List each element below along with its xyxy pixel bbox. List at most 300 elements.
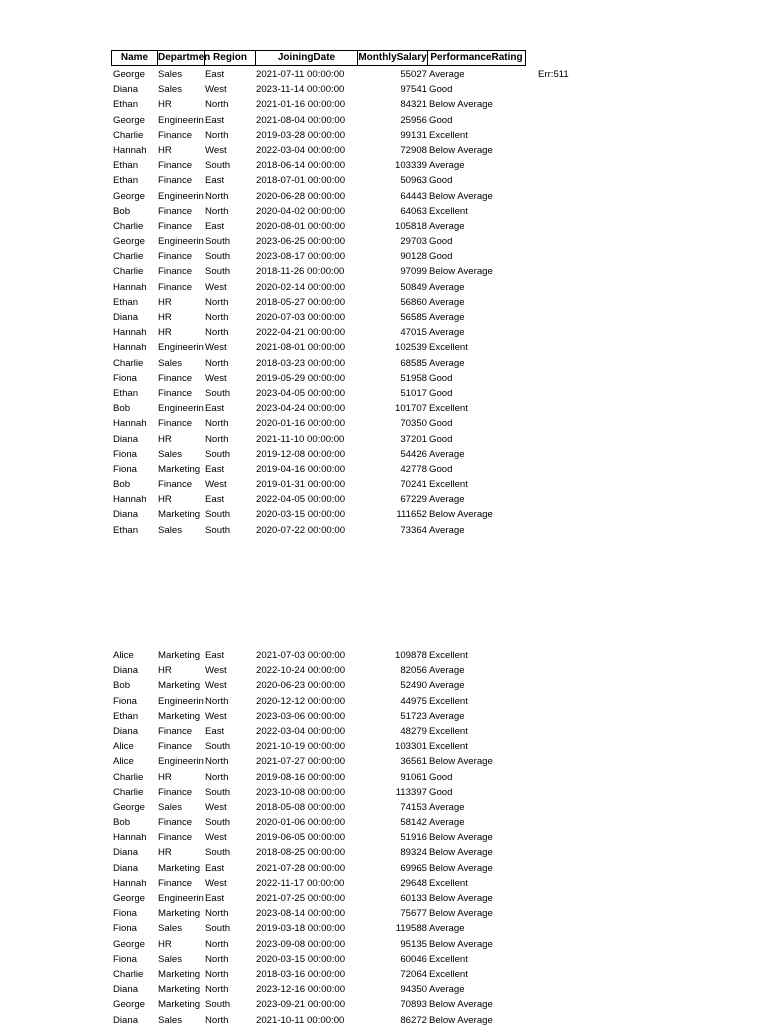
salary-cell[interactable]: 82056 — [400, 665, 427, 677]
department-cell[interactable]: Sales — [158, 84, 182, 96]
salary-cell[interactable]: 119588 — [395, 923, 427, 935]
rating-cell[interactable]: Good — [429, 372, 453, 384]
joining-date-cell[interactable]: 2020-06-28 00:00:00 — [256, 190, 346, 202]
region-cell[interactable]: East — [205, 69, 225, 80]
joining-date-cell[interactable]: 2023-11-14 00:00:00 — [256, 84, 345, 96]
name-cell[interactable]: Alice — [113, 741, 134, 753]
rating-cell[interactable]: Below Average — [429, 144, 493, 156]
region-cell[interactable]: West — [205, 801, 227, 813]
region-cell[interactable]: East — [205, 893, 225, 904]
region-cell[interactable]: North — [205, 771, 229, 783]
rating-cell[interactable]: Average — [429, 680, 465, 692]
name-cell[interactable]: Charlie — [113, 266, 144, 278]
region-cell[interactable]: West — [205, 877, 227, 889]
salary-cell[interactable]: 51916 — [400, 832, 427, 844]
name-cell[interactable]: Fiona — [113, 695, 137, 707]
rating-cell[interactable]: Good — [429, 463, 453, 475]
region-cell[interactable]: South — [205, 387, 231, 399]
joining-date-cell[interactable]: 2022-03-04 00:00:00 — [256, 144, 346, 156]
header-monthly-salary[interactable]: MonthlySalary — [358, 50, 428, 66]
salary-cell[interactable]: 101707 — [394, 403, 427, 415]
joining-date-cell[interactable]: 2020-03-15 00:00:00 — [256, 509, 346, 521]
region-cell[interactable]: North — [205, 756, 229, 768]
region-cell[interactable]: South — [205, 236, 231, 248]
header-department[interactable]: Departmen — [158, 50, 205, 66]
region-cell[interactable]: South — [205, 509, 231, 521]
salary-cell[interactable]: 97541 — [400, 84, 427, 96]
region-cell[interactable]: South — [205, 741, 231, 753]
name-cell[interactable]: Ethan — [113, 160, 139, 172]
joining-date-cell[interactable]: 2020-06-23 00:00:00 — [256, 680, 346, 692]
name-cell[interactable]: George — [113, 190, 145, 202]
salary-cell[interactable]: 50849 — [400, 281, 427, 293]
name-cell[interactable]: Bob — [113, 205, 131, 217]
department-cell[interactable]: Finance — [158, 220, 193, 232]
region-cell[interactable]: East — [205, 220, 225, 232]
joining-date-cell[interactable]: 2021-11-10 00:00:00 — [256, 433, 345, 445]
name-cell[interactable]: Diana — [113, 665, 139, 677]
rating-cell[interactable]: Below Average — [429, 999, 493, 1011]
salary-cell[interactable]: 69965 — [400, 862, 427, 874]
region-cell[interactable]: North — [205, 357, 229, 369]
region-cell[interactable]: North — [205, 99, 229, 111]
salary-cell[interactable]: 51017 — [400, 387, 427, 399]
name-cell[interactable]: George — [113, 999, 145, 1011]
region-cell[interactable]: North — [205, 312, 229, 323]
rating-cell[interactable]: Average — [429, 801, 465, 813]
name-cell[interactable]: Diana — [113, 984, 139, 996]
name-cell[interactable]: Fiona — [113, 463, 137, 475]
department-cell[interactable]: Engineerin — [158, 756, 204, 768]
joining-date-cell[interactable]: 2021-08-04 00:00:00 — [256, 114, 346, 126]
joining-date-cell[interactable]: 2021-10-19 00:00:00 — [256, 741, 346, 753]
name-cell[interactable]: Alice — [113, 756, 134, 768]
salary-cell[interactable]: 103339 — [394, 160, 427, 172]
region-cell[interactable]: East — [205, 862, 225, 874]
joining-date-cell[interactable]: 2022-03-04 00:00:00 — [256, 725, 346, 737]
joining-date-cell[interactable]: 2021-07-11 00:00:00 — [256, 69, 345, 80]
department-cell[interactable]: Marketing — [158, 984, 201, 996]
joining-date-cell[interactable]: 2021-07-03 00:00:00 — [256, 650, 346, 661]
region-cell[interactable]: North — [205, 1014, 229, 1026]
name-cell[interactable]: Hannah — [113, 327, 147, 339]
region-cell[interactable]: West — [205, 479, 227, 491]
department-cell[interactable]: Finance — [158, 418, 193, 430]
rating-cell[interactable]: Below Average — [429, 938, 493, 950]
rating-cell[interactable]: Below Average — [429, 862, 493, 874]
region-cell[interactable]: East — [205, 494, 225, 506]
department-cell[interactable]: Marketing — [158, 650, 201, 661]
rating-cell[interactable]: Average — [429, 448, 465, 460]
salary-cell[interactable]: 74153 — [400, 801, 427, 813]
salary-cell[interactable]: 37201 — [400, 433, 427, 445]
salary-cell[interactable]: 72064 — [400, 968, 427, 980]
joining-date-cell[interactable]: 2018-08-25 00:00:00 — [256, 847, 346, 859]
name-cell[interactable]: Bob — [113, 680, 131, 692]
salary-cell[interactable]: 94350 — [400, 984, 427, 996]
salary-cell[interactable]: 70350 — [400, 418, 427, 430]
region-cell[interactable]: East — [205, 725, 225, 737]
name-cell[interactable]: Diana — [113, 1014, 139, 1026]
salary-cell[interactable]: 72908 — [400, 144, 427, 156]
salary-cell[interactable]: 105818 — [394, 220, 427, 232]
name-cell[interactable]: Diana — [113, 509, 139, 521]
rating-cell[interactable]: Average — [429, 710, 465, 722]
header-joining-date[interactable]: JoiningDate — [256, 50, 358, 66]
name-cell[interactable]: George — [113, 69, 145, 80]
joining-date-cell[interactable]: 2021-01-16 00:00:00 — [256, 99, 346, 111]
joining-date-cell[interactable]: 2023-04-05 00:00:00 — [256, 387, 346, 399]
joining-date-cell[interactable]: 2019-06-05 00:00:00 — [256, 832, 346, 844]
joining-date-cell[interactable]: 2020-07-22 00:00:00 — [256, 524, 346, 536]
region-cell[interactable]: North — [205, 190, 229, 202]
region-cell[interactable]: East — [205, 403, 225, 415]
rating-cell[interactable]: Average — [429, 494, 465, 506]
department-cell[interactable]: Finance — [158, 266, 193, 278]
region-cell[interactable]: East — [205, 650, 225, 661]
salary-cell[interactable]: 52490 — [400, 680, 427, 692]
name-cell[interactable]: Charlie — [113, 357, 144, 369]
name-cell[interactable]: George — [113, 801, 145, 813]
department-cell[interactable]: Finance — [158, 741, 193, 753]
name-cell[interactable]: Ethan — [113, 524, 139, 536]
joining-date-cell[interactable]: 2022-04-21 00:00:00 — [256, 327, 346, 339]
salary-cell[interactable]: 109878 — [394, 650, 427, 661]
salary-cell[interactable]: 91061 — [400, 771, 427, 783]
joining-date-cell[interactable]: 2018-05-27 00:00:00 — [256, 296, 346, 308]
rating-cell[interactable]: Average — [429, 357, 465, 369]
rating-cell[interactable]: Average — [429, 665, 465, 677]
name-cell[interactable]: Diana — [113, 433, 139, 445]
salary-cell[interactable]: 60046 — [400, 953, 427, 965]
joining-date-cell[interactable]: 2020-07-03 00:00:00 — [256, 312, 346, 323]
joining-date-cell[interactable]: 2022-11-17 00:00:00 — [256, 877, 345, 889]
salary-cell[interactable]: 68585 — [400, 357, 427, 369]
department-cell[interactable]: Sales — [158, 524, 182, 536]
department-cell[interactable]: Engineerin — [158, 114, 204, 126]
rating-cell[interactable]: Average — [429, 312, 465, 323]
department-cell[interactable]: Sales — [158, 69, 182, 80]
department-cell[interactable]: Finance — [158, 832, 193, 844]
department-cell[interactable]: Engineerin — [158, 695, 204, 707]
department-cell[interactable]: Sales — [158, 357, 182, 369]
region-cell[interactable]: South — [205, 160, 231, 172]
rating-cell[interactable]: Excellent — [429, 953, 468, 965]
joining-date-cell[interactable]: 2018-05-08 00:00:00 — [256, 801, 346, 813]
region-cell[interactable]: East — [205, 114, 225, 126]
name-cell[interactable]: Charlie — [113, 251, 144, 263]
rating-cell[interactable]: Average — [429, 524, 465, 536]
name-cell[interactable]: George — [113, 893, 145, 904]
rating-cell[interactable]: Good — [429, 84, 453, 96]
rating-cell[interactable]: Excellent — [429, 403, 468, 415]
rating-cell[interactable]: Below Average — [429, 847, 493, 859]
rating-cell[interactable]: Below Average — [429, 908, 493, 920]
salary-cell[interactable]: 48279 — [400, 725, 427, 737]
department-cell[interactable]: Engineerin — [158, 893, 204, 904]
rating-cell[interactable]: Below Average — [429, 893, 493, 904]
header-region[interactable]: Region — [205, 50, 256, 66]
salary-cell[interactable]: 84321 — [400, 99, 427, 111]
name-cell[interactable]: Diana — [113, 725, 139, 737]
rating-cell[interactable]: Good — [429, 251, 453, 263]
joining-date-cell[interactable]: 2018-07-01 00:00:00 — [256, 175, 346, 187]
salary-cell[interactable]: 89324 — [400, 847, 427, 859]
department-cell[interactable]: Engineerin — [158, 190, 204, 202]
name-cell[interactable]: Fiona — [113, 908, 137, 920]
rating-cell[interactable]: Average — [429, 923, 465, 935]
department-cell[interactable]: HR — [158, 296, 172, 308]
department-cell[interactable]: Finance — [158, 479, 193, 491]
salary-cell[interactable]: 75677 — [400, 908, 427, 920]
department-cell[interactable]: Finance — [158, 175, 193, 187]
rating-cell[interactable]: Excellent — [429, 129, 468, 141]
department-cell[interactable]: Finance — [158, 205, 193, 217]
department-cell[interactable]: Sales — [158, 448, 182, 460]
department-cell[interactable]: Marketing — [158, 968, 201, 980]
department-cell[interactable]: HR — [158, 99, 172, 111]
rating-cell[interactable]: Below Average — [429, 1014, 493, 1026]
department-cell[interactable]: Finance — [158, 387, 193, 399]
department-cell[interactable]: HR — [158, 433, 172, 445]
region-cell[interactable]: South — [205, 448, 231, 460]
salary-cell[interactable]: 29703 — [400, 236, 427, 248]
salary-cell[interactable]: 103301 — [394, 741, 427, 753]
department-cell[interactable]: Marketing — [158, 908, 201, 920]
name-cell[interactable]: Hannah — [113, 418, 147, 430]
joining-date-cell[interactable]: 2019-12-08 00:00:00 — [256, 448, 346, 460]
joining-date-cell[interactable]: 2019-05-29 00:00:00 — [256, 372, 346, 384]
salary-cell[interactable]: 64063 — [400, 205, 427, 217]
salary-cell[interactable]: 47015 — [400, 327, 427, 339]
name-cell[interactable]: Hannah — [113, 342, 147, 354]
salary-cell[interactable]: 102539 — [394, 342, 427, 354]
name-cell[interactable]: Hannah — [113, 494, 147, 506]
department-cell[interactable]: Marketing — [158, 999, 201, 1011]
joining-date-cell[interactable]: 2021-08-01 00:00:00 — [256, 342, 346, 354]
salary-cell[interactable]: 51958 — [400, 372, 427, 384]
joining-date-cell[interactable]: 2023-06-25 00:00:00 — [256, 236, 346, 248]
joining-date-cell[interactable]: 2021-07-28 00:00:00 — [256, 862, 346, 874]
region-cell[interactable]: South — [205, 817, 231, 829]
joining-date-cell[interactable]: 2023-09-08 00:00:00 — [256, 938, 346, 950]
joining-date-cell[interactable]: 2023-08-17 00:00:00 — [256, 251, 346, 263]
header-name[interactable]: Name — [111, 50, 158, 66]
rating-cell[interactable]: Good — [429, 786, 453, 798]
department-cell[interactable]: Finance — [158, 877, 193, 889]
region-cell[interactable]: South — [205, 251, 231, 263]
joining-date-cell[interactable]: 2020-02-14 00:00:00 — [256, 281, 346, 293]
joining-date-cell[interactable]: 2019-03-18 00:00:00 — [256, 923, 346, 935]
joining-date-cell[interactable]: 2023-12-16 00:00:00 — [256, 984, 346, 996]
joining-date-cell[interactable]: 2018-03-23 00:00:00 — [256, 357, 346, 369]
rating-cell[interactable]: Average — [429, 220, 465, 232]
region-cell[interactable]: North — [205, 327, 229, 339]
department-cell[interactable]: HR — [158, 312, 172, 323]
joining-date-cell[interactable]: 2023-04-24 00:00:00 — [256, 403, 346, 415]
name-cell[interactable]: Fiona — [113, 372, 137, 384]
rating-cell[interactable]: Below Average — [429, 99, 493, 111]
rating-cell[interactable]: Excellent — [429, 342, 468, 354]
rating-cell[interactable]: Average — [429, 69, 465, 80]
rating-cell[interactable]: Below Average — [429, 756, 493, 768]
joining-date-cell[interactable]: 2021-07-27 00:00:00 — [256, 756, 346, 768]
department-cell[interactable]: HR — [158, 665, 172, 677]
rating-cell[interactable]: Good — [429, 418, 453, 430]
salary-cell[interactable]: 64443 — [400, 190, 427, 202]
salary-cell[interactable]: 60133 — [400, 893, 427, 904]
salary-cell[interactable]: 67229 — [400, 494, 427, 506]
name-cell[interactable]: Diana — [113, 312, 139, 323]
salary-cell[interactable]: 73364 — [400, 524, 427, 536]
region-cell[interactable]: North — [205, 695, 229, 707]
department-cell[interactable]: Sales — [158, 953, 182, 965]
rating-cell[interactable]: Average — [429, 817, 465, 829]
region-cell[interactable]: North — [205, 953, 229, 965]
name-cell[interactable]: Charlie — [113, 129, 144, 141]
department-cell[interactable]: Marketing — [158, 509, 201, 521]
rating-cell[interactable]: Excellent — [429, 479, 468, 491]
joining-date-cell[interactable]: 2020-04-02 00:00:00 — [256, 205, 346, 217]
joining-date-cell[interactable]: 2018-03-16 00:00:00 — [256, 968, 346, 980]
region-cell[interactable]: North — [205, 129, 229, 141]
joining-date-cell[interactable]: 2020-01-06 00:00:00 — [256, 817, 346, 829]
department-cell[interactable]: Engineerin — [158, 403, 204, 415]
salary-cell[interactable]: 42778 — [400, 463, 427, 475]
name-cell[interactable]: Hannah — [113, 832, 147, 844]
salary-cell[interactable]: 50963 — [400, 175, 427, 187]
salary-cell[interactable]: 36561 — [400, 756, 427, 768]
name-cell[interactable]: Hannah — [113, 144, 147, 156]
name-cell[interactable]: Charlie — [113, 771, 144, 783]
name-cell[interactable]: George — [113, 114, 145, 126]
department-cell[interactable]: Engineerin — [158, 236, 204, 248]
rating-cell[interactable]: Excellent — [429, 877, 468, 889]
department-cell[interactable]: Finance — [158, 372, 193, 384]
name-cell[interactable]: George — [113, 236, 145, 248]
region-cell[interactable]: South — [205, 524, 231, 536]
region-cell[interactable]: North — [205, 984, 229, 996]
department-cell[interactable]: Finance — [158, 817, 193, 829]
name-cell[interactable]: Ethan — [113, 99, 139, 111]
region-cell[interactable]: North — [205, 418, 229, 430]
region-cell[interactable]: West — [205, 665, 227, 677]
salary-cell[interactable]: 56860 — [400, 296, 427, 308]
name-cell[interactable]: Diana — [113, 84, 139, 96]
region-cell[interactable]: East — [205, 463, 225, 475]
rating-cell[interactable]: Average — [429, 296, 465, 308]
rating-cell[interactable]: Excellent — [429, 650, 468, 661]
region-cell[interactable]: West — [205, 342, 227, 354]
joining-date-cell[interactable]: 2023-10-08 00:00:00 — [256, 786, 346, 798]
name-cell[interactable]: Fiona — [113, 923, 137, 935]
region-cell[interactable]: West — [205, 372, 227, 384]
name-cell[interactable]: Ethan — [113, 175, 139, 187]
name-cell[interactable]: Hannah — [113, 281, 147, 293]
region-cell[interactable]: West — [205, 710, 227, 722]
department-cell[interactable]: HR — [158, 144, 172, 156]
department-cell[interactable]: Finance — [158, 786, 193, 798]
rating-cell[interactable]: Excellent — [429, 968, 468, 980]
joining-date-cell[interactable]: 2023-09-21 00:00:00 — [256, 999, 346, 1011]
region-cell[interactable]: South — [205, 847, 231, 859]
salary-cell[interactable]: 55027 — [400, 69, 427, 80]
salary-cell[interactable]: 70241 — [400, 479, 427, 491]
salary-cell[interactable]: 97099 — [400, 266, 427, 278]
joining-date-cell[interactable]: 2022-04-05 00:00:00 — [256, 494, 346, 506]
salary-cell[interactable]: 58142 — [400, 817, 427, 829]
salary-cell[interactable]: 29648 — [400, 877, 427, 889]
department-cell[interactable]: HR — [158, 938, 172, 950]
joining-date-cell[interactable]: 2022-10-24 00:00:00 — [256, 665, 346, 677]
joining-date-cell[interactable]: 2023-08-14 00:00:00 — [256, 908, 346, 920]
region-cell[interactable]: North — [205, 968, 229, 980]
region-cell[interactable]: North — [205, 908, 229, 920]
rating-cell[interactable]: Excellent — [429, 725, 468, 737]
salary-cell[interactable]: 70893 — [400, 999, 427, 1011]
rating-cell[interactable]: Good — [429, 433, 453, 445]
region-cell[interactable]: West — [205, 832, 227, 844]
joining-date-cell[interactable]: 2020-12-12 00:00:00 — [256, 695, 346, 707]
rating-cell[interactable]: Good — [429, 236, 453, 248]
name-cell[interactable]: Bob — [113, 817, 131, 829]
salary-cell[interactable]: 99131 — [400, 129, 427, 141]
rating-cell[interactable]: Average — [429, 984, 465, 996]
name-cell[interactable]: Hannah — [113, 877, 147, 889]
salary-cell[interactable]: 25956 — [400, 114, 427, 126]
joining-date-cell[interactable]: 2018-06-14 00:00:00 — [256, 160, 346, 172]
salary-cell[interactable]: 86272 — [400, 1014, 427, 1026]
joining-date-cell[interactable]: 2021-10-11 00:00:00 — [256, 1014, 345, 1026]
joining-date-cell[interactable]: 2021-07-25 00:00:00 — [256, 893, 346, 904]
joining-date-cell[interactable]: 2020-03-15 00:00:00 — [256, 953, 346, 965]
rating-cell[interactable]: Average — [429, 160, 465, 172]
department-cell[interactable]: Engineerin — [158, 342, 204, 354]
name-cell[interactable]: Fiona — [113, 953, 137, 965]
name-cell[interactable]: Charlie — [113, 968, 144, 980]
rating-cell[interactable]: Average — [429, 327, 465, 339]
department-cell[interactable]: Sales — [158, 923, 182, 935]
joining-date-cell[interactable]: 2019-03-28 00:00:00 — [256, 129, 346, 141]
salary-cell[interactable]: 56585 — [400, 312, 427, 323]
header-performance-rating[interactable]: PerformanceRating — [428, 50, 526, 66]
salary-cell[interactable]: 44975 — [400, 695, 427, 707]
salary-cell[interactable]: 54426 — [400, 448, 427, 460]
name-cell[interactable]: Bob — [113, 479, 131, 491]
region-cell[interactable]: West — [205, 144, 227, 156]
region-cell[interactable]: North — [205, 433, 229, 445]
error-cell[interactable]: Err:511 — [538, 69, 569, 80]
region-cell[interactable]: North — [205, 296, 229, 308]
department-cell[interactable]: Finance — [158, 160, 193, 172]
region-cell[interactable]: North — [205, 938, 229, 950]
salary-cell[interactable]: 90128 — [400, 251, 427, 263]
name-cell[interactable]: Bob — [113, 403, 131, 415]
joining-date-cell[interactable]: 2023-03-06 00:00:00 — [256, 710, 346, 722]
joining-date-cell[interactable]: 2019-04-16 00:00:00 — [256, 463, 346, 475]
region-cell[interactable]: North — [205, 205, 229, 217]
department-cell[interactable]: HR — [158, 327, 172, 339]
department-cell[interactable]: Sales — [158, 801, 182, 813]
department-cell[interactable]: Marketing — [158, 463, 201, 475]
department-cell[interactable]: Finance — [158, 281, 193, 293]
name-cell[interactable]: Diana — [113, 862, 139, 874]
name-cell[interactable]: Charlie — [113, 220, 144, 232]
department-cell[interactable]: Sales — [158, 1014, 182, 1026]
rating-cell[interactable]: Excellent — [429, 741, 468, 753]
department-cell[interactable]: Finance — [158, 725, 193, 737]
region-cell[interactable]: South — [205, 923, 231, 935]
